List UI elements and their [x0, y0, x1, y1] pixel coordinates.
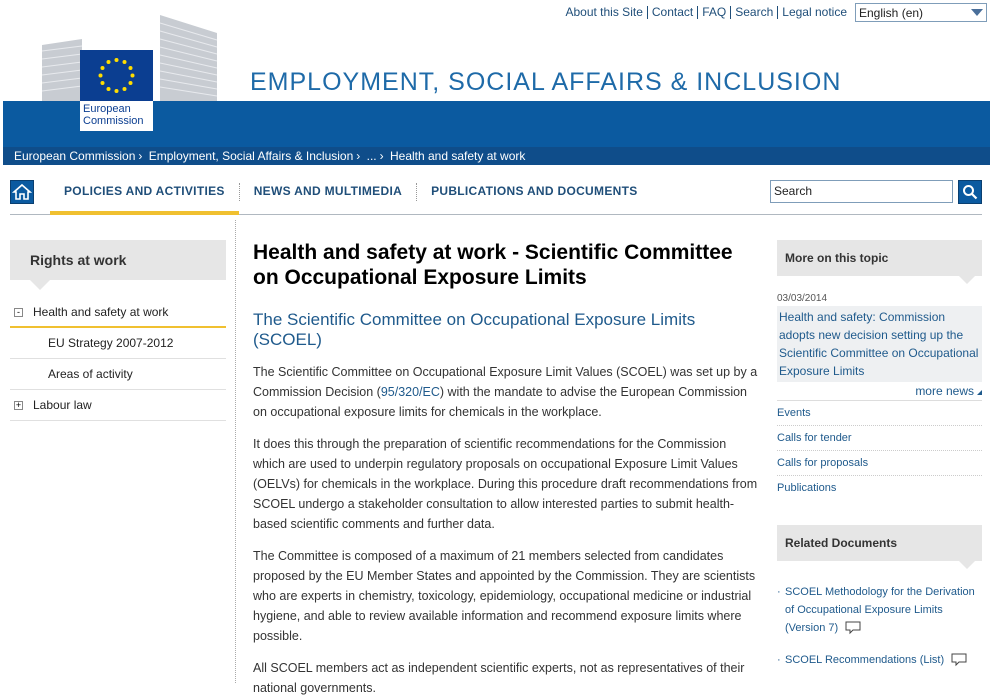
paragraph: It does this through the preparation of scientific recommendations for the Commission which are used to underpin regulatory proposals on occupational Exposure Limit Values (OELVs) for chemicals in the workplace. During this procedure draft recommendations from SCOEL undergo a stakeholder consultation to allow interested parties to submit health-based scientific comments and further data. — [253, 437, 758, 531]
search-input[interactable]: Search — [770, 180, 953, 203]
home-icon — [13, 184, 31, 200]
breadcrumb: European Commission › Employment, Social Affairs & Inclusion › ... › Health and safety at work — [3, 147, 990, 165]
eu-flag-icon — [80, 50, 153, 101]
column-divider — [235, 220, 236, 683]
news-date: 03/03/2014 — [777, 293, 828, 304]
news-link[interactable]: Health and safety: Commission adopts new decision setting up the Scientific Committee on Occupational Exposure Limits — [777, 306, 982, 382]
sidebar-item-areas[interactable] — [10, 359, 226, 390]
collapse-icon[interactable]: - — [14, 308, 23, 317]
search-link[interactable]: Search — [731, 6, 778, 19]
breadcrumb-item[interactable]: European Commission — [14, 149, 136, 163]
sidebar-item-health-safety[interactable] — [10, 297, 226, 328]
logo-line-2: Commission — [83, 115, 144, 127]
decision-link[interactable]: 95/320/EC — [380, 385, 440, 399]
paragraph-text: The Scientific Committee on Occupational Exposure Limit Values (SCOEL) was set up by a Commission Decision ( — [253, 365, 758, 399]
comment-icon — [951, 653, 967, 667]
arrow-icon — [977, 390, 982, 395]
tab-news[interactable]: NEWS AND MULTIMEDIA — [253, 184, 403, 198]
calls-proposals-link[interactable]: Calls for proposals — [777, 451, 982, 476]
sidebar-item-eu-strategy[interactable] — [10, 328, 226, 359]
related-doc-label: SCOEL Methodology for the Derivation of Occupational Exposure Limits (Version 7) — [785, 586, 975, 634]
related-doc-item[interactable] — [777, 583, 982, 637]
sidebar-heading: Rights at work — [10, 240, 226, 280]
breadcrumb-item[interactable]: ... — [366, 149, 377, 163]
tab-policies[interactable]: POLICIES AND ACTIVITIES — [50, 177, 239, 215]
utility-bar — [561, 3, 987, 22]
more-topic-heading: More on this topic — [777, 240, 982, 276]
events-link[interactable]: Events — [777, 401, 982, 426]
section-heading: The Scientific Committee on Occupational Exposure Limits (SCOEL) — [253, 310, 696, 349]
paragraph-text: ) with the mandate to advise the European Commission on occupational exposure limits for chemicals in the workplace. — [253, 385, 747, 419]
sidebar-item-label: EU Strategy 2007-2012 — [48, 336, 174, 350]
search-button[interactable] — [958, 180, 982, 204]
chevron-down-icon — [971, 9, 983, 16]
left-sidebar — [10, 240, 226, 421]
ec-logo-text — [83, 103, 144, 127]
site-title[interactable]: EMPLOYMENT, SOCIAL AFFAIRS & INCLUSION — [250, 68, 842, 96]
right-sidebar — [777, 240, 982, 669]
ec-logo[interactable] — [80, 50, 153, 131]
language-value: English (en) — [859, 5, 924, 20]
related-doc-item[interactable] — [777, 651, 982, 669]
related-documents-heading: Related Documents — [777, 525, 982, 561]
expand-icon[interactable]: + — [15, 400, 22, 410]
main-nav — [10, 177, 982, 215]
more-news-link[interactable] — [777, 384, 982, 401]
comment-icon — [845, 621, 861, 635]
sidebar-item-label: Health and safety at work — [33, 305, 169, 319]
sidebar-item-labour-law[interactable] — [10, 390, 226, 421]
paragraph — [253, 362, 759, 422]
main-content — [253, 240, 759, 698]
search-icon — [962, 184, 978, 200]
sidebar-item-label: Areas of activity — [48, 367, 133, 381]
tab-publications[interactable]: PUBLICATIONS AND DOCUMENTS — [431, 184, 638, 198]
faq-link[interactable]: FAQ — [698, 6, 731, 19]
breadcrumb-item-current: Health and safety at work — [389, 149, 526, 163]
related-doc-label: SCOEL Recommendations (List) — [785, 654, 945, 666]
contact-link[interactable]: Contact — [648, 6, 698, 19]
home-button[interactable] — [10, 180, 34, 204]
logo-line-1: European — [83, 103, 131, 115]
page-title: Health and safety at work - Scientific Committee on Occupational Exposure Limits — [253, 241, 733, 289]
more-news-label: more news — [915, 384, 974, 398]
language-select[interactable] — [855, 3, 987, 22]
paragraph: All SCOEL members act as independent scientific experts, not as representatives of their national governments. — [253, 661, 745, 695]
publications-link[interactable]: Publications — [777, 482, 837, 494]
breadcrumb-item[interactable]: Employment, Social Affairs & Inclusion — [148, 149, 354, 163]
about-link[interactable]: About this Site — [561, 6, 647, 19]
paragraph: The Committee is composed of a maximum of 21 members selected from candidates proposed by the EU Member States and appointed by the Commission. They are scientists who are experts in chemistry, toxicology, epidemiology, occupational medicine or industrial hygiene, and able to review available information and recommend exposure limits where possible. — [253, 549, 756, 643]
nav-tabs — [50, 177, 652, 215]
site-header — [0, 0, 990, 165]
legal-notice-link[interactable]: Legal notice — [782, 5, 847, 19]
utility-links — [561, 6, 851, 19]
sidebar-item-label: Labour law — [33, 398, 92, 412]
calls-tender-link[interactable]: Calls for tender — [777, 426, 982, 451]
